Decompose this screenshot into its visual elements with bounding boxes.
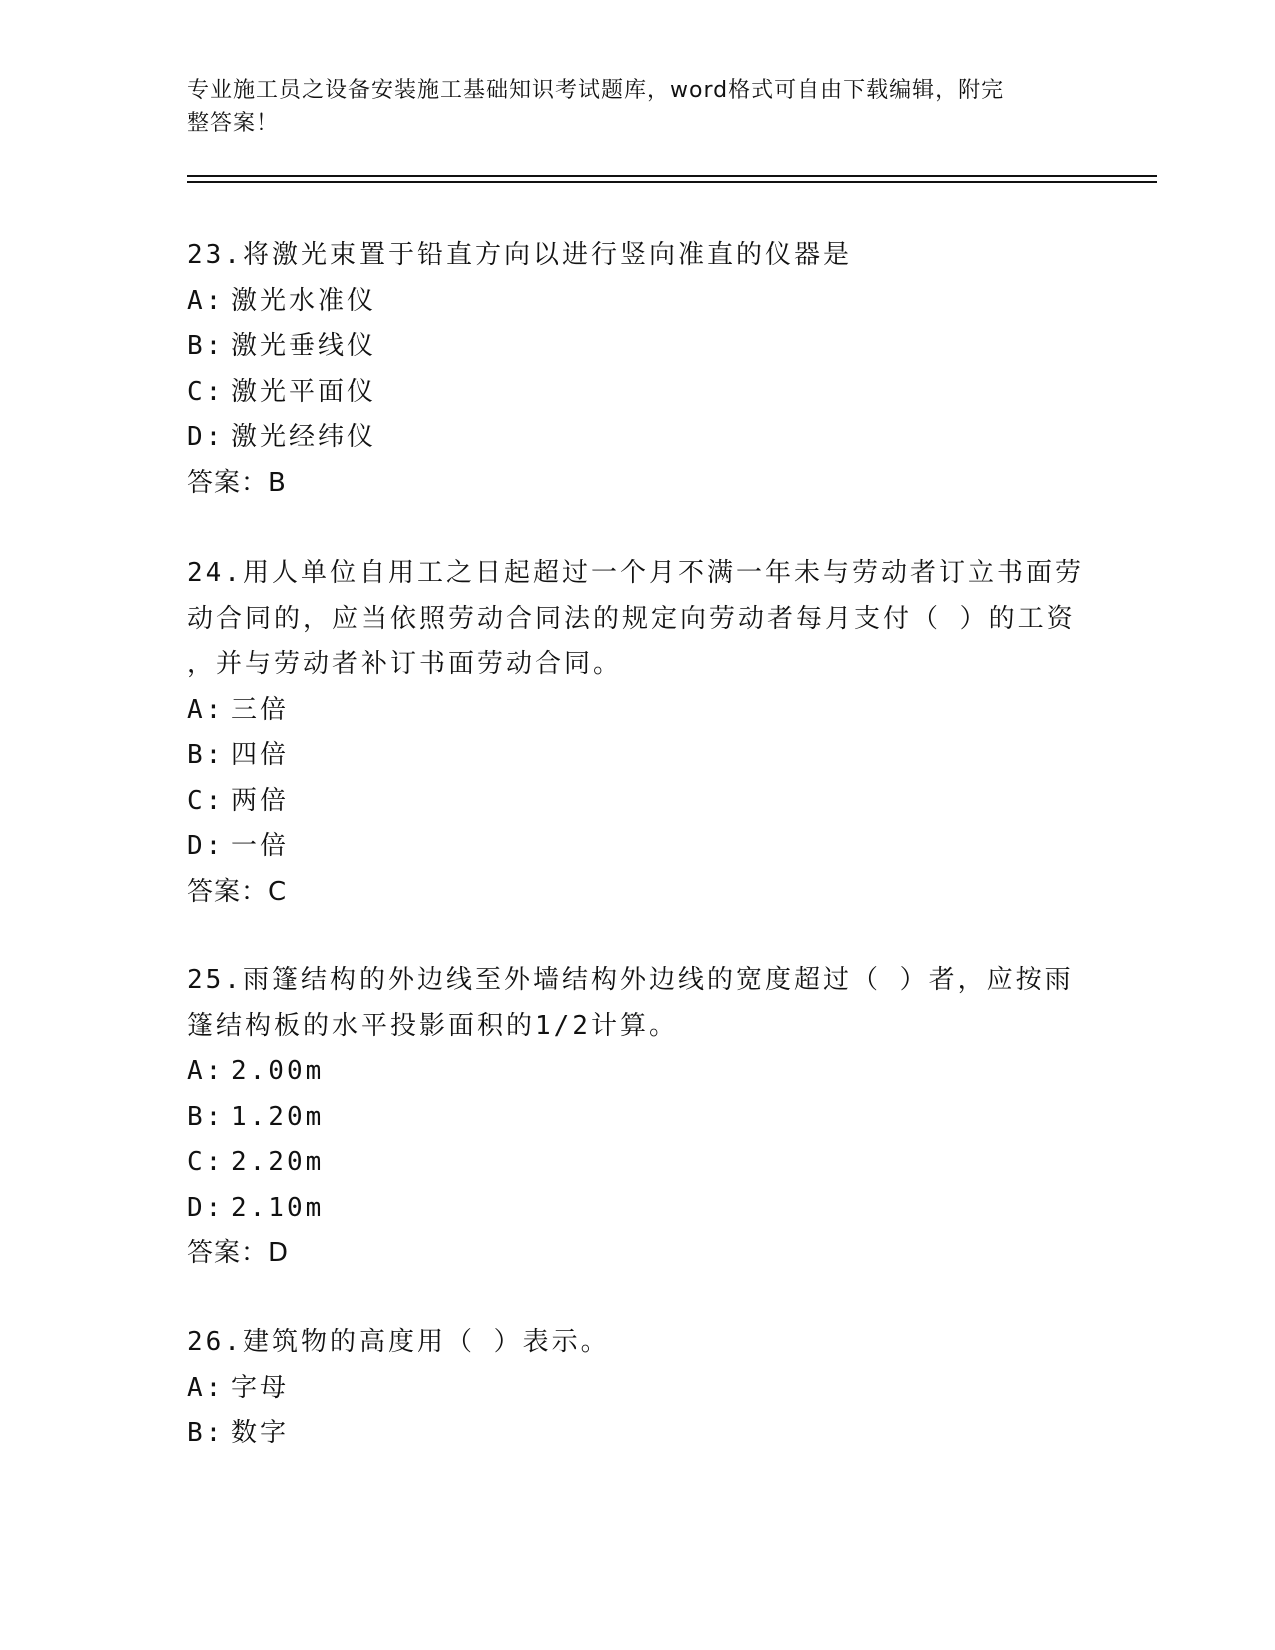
option-letter: D: (187, 422, 225, 452)
option-text: 激光平面仪 (231, 376, 377, 407)
header-line-1: 专业施工员之设备安装施工基础知识考试题库，word格式可自由下载编辑，附完 (187, 78, 1005, 103)
answer: 答案：D (187, 1238, 290, 1268)
option-letter: A: (187, 285, 225, 316)
answer: 答案：B (187, 467, 287, 498)
option-letter: C: (187, 1147, 225, 1177)
option-a (187, 1049, 1087, 1095)
question-23 (187, 233, 1087, 506)
option-text: 激光经纬仪 (231, 422, 377, 452)
option-letter: D: (187, 1192, 225, 1223)
option-text: 2.00m (231, 1056, 325, 1086)
question-text: 24.用人单位自用工之日起超过一个月不满一年未与劳动者订立书面劳 (187, 558, 1084, 588)
option-letter: D: (187, 831, 225, 861)
question-text: ，并与劳动者补订书面劳动合同。 (187, 649, 623, 679)
document-header (187, 74, 1077, 140)
question-text: 篷结构板的水平投影面积的1/2计算。 (187, 1010, 678, 1041)
option-b (187, 1095, 1087, 1141)
option-c (187, 779, 1087, 825)
option-c (187, 370, 1087, 416)
option-d (187, 1186, 1087, 1232)
option-letter: A: (187, 1372, 225, 1403)
question-24 (187, 551, 1087, 915)
option-letter: B: (187, 1418, 225, 1448)
option-c (187, 1140, 1087, 1186)
option-text: 三倍 (231, 694, 290, 725)
option-text: 四倍 (231, 740, 290, 770)
option-a (187, 279, 1087, 325)
option-b (187, 733, 1087, 779)
header-divider-bottom (187, 181, 1157, 183)
option-text: 激光水准仪 (231, 285, 377, 316)
question-26 (187, 1320, 1087, 1457)
option-text: 一倍 (231, 831, 290, 861)
option-b (187, 324, 1087, 370)
option-text: 激光垂线仪 (231, 331, 377, 361)
option-text: 2.10m (231, 1192, 325, 1223)
header-line-2: 整答案！ (187, 111, 280, 136)
option-letter: C: (187, 785, 225, 816)
option-text: 1.20m (231, 1101, 325, 1132)
answer: 答案：C (187, 876, 288, 907)
option-text: 两倍 (231, 785, 290, 816)
option-letter: A: (187, 694, 225, 725)
option-text: 数字 (231, 1418, 290, 1448)
question-text: 26.建筑物的高度用（ ）表示。 (187, 1327, 610, 1357)
header-divider-top (187, 175, 1157, 177)
question-text: 动合同的，应当依照劳动合同法的规定向劳动者每月支付（ ）的工资 (187, 603, 1076, 634)
question-25 (187, 958, 1087, 1277)
option-b (187, 1411, 1087, 1457)
option-letter: B: (187, 740, 225, 770)
option-letter: C: (187, 376, 225, 407)
option-letter: A: (187, 1056, 225, 1086)
option-text: 2.20m (231, 1147, 325, 1177)
question-text: 25.雨篷结构的外边线至外墙结构外边线的宽度超过（ ）者，应按雨 (187, 965, 1074, 995)
option-letter: B: (187, 1101, 225, 1132)
option-letter: B: (187, 331, 225, 361)
option-a (187, 688, 1087, 734)
option-d (187, 415, 1087, 461)
option-a (187, 1366, 1087, 1412)
option-d (187, 824, 1087, 870)
option-text: 字母 (231, 1372, 290, 1403)
question-text: 23.将激光束置于铅直方向以进行竖向准直的仪器是 (187, 240, 852, 270)
